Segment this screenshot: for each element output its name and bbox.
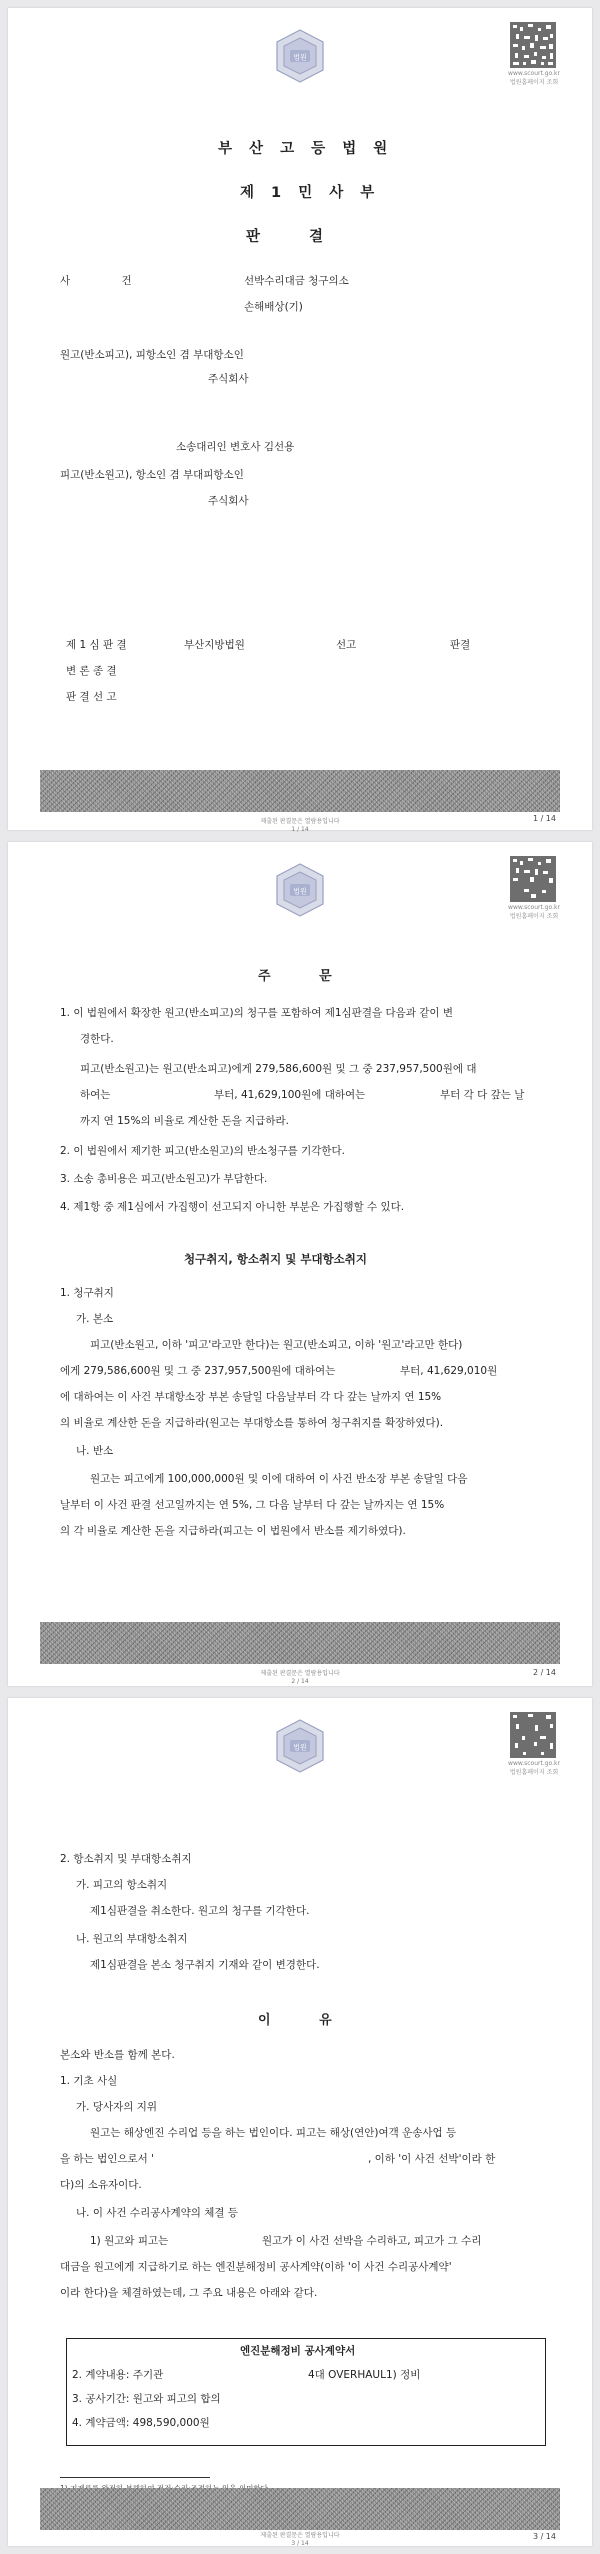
reason-line: 가. 당사자의 지위 [76, 2101, 158, 2113]
reason-line: 원고는 해상엔진 수리업 등을 하는 법인이다. 피고는 해상(연안)여객 운송사업 등 [90, 2127, 457, 2139]
reason-title: 이 유 [258, 2013, 354, 2028]
plaintiff-name: 주식회사 [208, 373, 249, 385]
claims-line: 날부터 이 사건 판결 선고일까지는 연 5%, 그 다음 날부터 다 갚는 날까지는 연 15% [60, 1499, 445, 1511]
appeal-line: 나. 원고의 부대항소취지 [76, 1933, 188, 1945]
qr-code-icon[interactable] [510, 22, 556, 68]
claims-line: 가. 본소 [76, 1313, 114, 1325]
pronounce-label: 판 결 선 고 [66, 691, 117, 703]
closing-label: 변 론 종 결 [66, 665, 117, 677]
case-name-1: 선박수리대금 청구의소 [244, 275, 349, 287]
defendant-label: 피고(반소원고), 항소인 겸 부대피항소인 [60, 469, 244, 481]
svg-text:법원: 법원 [293, 887, 307, 896]
qr-caption: www.scourt.go.kr 법원홈페이지 조회 [508, 70, 560, 86]
reason-line: 이라 한다)을 체결하였는데, 그 주요 내용은 아래와 같다. [60, 2287, 318, 2299]
security-pattern [40, 2488, 560, 2530]
contract-item: 2. 계약내용: 주기관 [72, 2369, 164, 2381]
order-line: 부터, 41,629,100원에 대하여는 [214, 1089, 366, 1101]
judgment-page-2 [8, 842, 592, 1686]
reason-line: 원고가 이 사건 선박을 수리하고, 피고가 그 수리 [262, 2235, 482, 2247]
order-line: 4. 제1항 중 제1심에서 가집행이 선고되지 아니한 부분은 가집행할 수 있다. [60, 1201, 405, 1213]
claims-line: 부터, 41,629,010원 [400, 1365, 498, 1377]
claims-line: 피고(반소원고, 이하 '피고'라고만 한다)는 원고(반소피고, 이하 '원고'라고만 한다) [90, 1339, 463, 1351]
claims-line: 의 비율로 계산한 돈을 지급하라(원고는 부대항소를 통하여 청구취지를 확장하였다). [60, 1417, 444, 1429]
page-footer: 제출된 판결문은 열람용입니다 2 / 14 [260, 1670, 340, 1685]
qr-caption: www.scourt.go.kr 법원홈페이지 조회 [508, 904, 560, 920]
claims-line: 원고는 피고에게 100,000,000원 및 이에 대하여 이 사건 반소장 부본 송달일 다음 [90, 1473, 468, 1485]
order-line: 1. 이 법원에서 확장한 원고(반소피고)의 청구를 포함하여 제1심판결을 다음과 같이 변 [60, 1007, 453, 1019]
reason-line: 대금을 원고에게 지급하기로 하는 엔진분해정비 공사계약(이하 '이 사건 수리공사계약' [60, 2261, 452, 2273]
plaintiff-label: 원고(반소피고), 피항소인 겸 부대항소인 [60, 349, 244, 361]
page-footer: 제출된 판결문은 열람용입니다 3 / 14 [260, 2532, 340, 2547]
appeal-line: 제1심판결을 취소한다. 원고의 청구를 기각한다. [90, 1905, 310, 1917]
page-number: 2 / 14 [532, 1668, 556, 1677]
order-line: 3. 소송 총비용은 피고(반소원고)가 부담한다. [60, 1173, 268, 1185]
first-instance-pronounce: 선고 [336, 639, 357, 651]
first-instance-label: 제 1 심 판 결 [66, 639, 127, 651]
first-instance-type: 판결 [450, 639, 471, 651]
claims-line: 에 대하여는 이 사건 부대항소장 부본 송달일 다음날부터 각 다 갚는 날까지 연 15% [60, 1391, 442, 1403]
reason-line: 을 하는 법인으로서 ' [60, 2153, 155, 2165]
reason-line: 나. 이 사건 수리공사계약의 체결 등 [76, 2207, 239, 2219]
security-pattern [40, 770, 560, 812]
qr-code-icon[interactable] [510, 1712, 556, 1758]
claims-line: 에게 279,586,600원 및 그 중 237,957,500원에 대하여는 [60, 1365, 336, 1377]
order-line: 까지 연 15%의 비율로 계산한 돈을 지급하라. [80, 1115, 289, 1127]
contract-title: 엔진분해정비 공사계약서 [240, 2345, 356, 2357]
court-emblem-icon [273, 862, 327, 918]
appeal-line: 제1심판결을 본소 청구취지 기재와 같이 변경한다. [90, 1959, 320, 1971]
qr-code-icon[interactable] [510, 856, 556, 902]
contract-item: 4대 OVERHAUL1) 정비 [308, 2369, 421, 2381]
court-emblem-icon [273, 28, 327, 84]
judgment-page-3 [8, 1698, 592, 2546]
page-number: 3 / 14 [532, 2532, 556, 2541]
appeal-line: 2. 항소취지 및 부대항소취지 [60, 1853, 192, 1865]
contract-item: 4. 계약금액: 498,590,000원 [72, 2417, 210, 2429]
contract-item: 3. 공사기간: 원고와 피고의 합의 [72, 2393, 221, 2405]
first-instance-court: 부산지방법원 [184, 639, 245, 651]
page-number: 1 / 14 [532, 814, 556, 823]
appeal-line: 가. 피고의 항소취지 [76, 1879, 168, 1891]
reason-line: 1) 원고와 피고는 [90, 2235, 169, 2247]
reason-line: 본소와 반소를 함께 본다. [60, 2049, 175, 2061]
order-line: 피고(반소원고)는 원고(반소피고)에게 279,586,600원 및 그 중 237,957,500원에 대 [80, 1063, 477, 1075]
claims-line: 나. 반소 [76, 1445, 114, 1457]
case-name-2: 손해배상(기) [244, 301, 303, 313]
page-footer: 제출된 판결문은 열람용입니다 1 / 14 [260, 818, 340, 833]
claims-line: 의 각 비율로 계산한 돈을 지급하라(피고는 이 법원에서 반소를 제기하였다). [60, 1525, 406, 1537]
reason-line: 다)의 소유자이다. [60, 2179, 142, 2191]
reason-line: 1. 기초 사실 [60, 2075, 118, 2087]
court-name: 부 산 고 등 법 원 [218, 141, 394, 157]
case-label: 사 건 [60, 275, 156, 287]
plaintiff-counsel: 소송대리인 변호사 김선용 [176, 441, 295, 453]
svg-text:법원: 법원 [293, 1743, 307, 1752]
claims-title: 청구취지, 항소취지 및 부대항소취지 [184, 1252, 368, 1266]
qr-caption: www.scourt.go.kr 법원홈페이지 조회 [508, 1760, 560, 1776]
footnote-divider [60, 2477, 210, 2478]
judgment-page-1 [8, 8, 592, 833]
order-line: 하여는 [80, 1089, 111, 1101]
court-emblem-icon [273, 1718, 327, 1774]
order-line: 경한다. [80, 1033, 114, 1045]
reason-line: , 이하 '이 사건 선박'이라 한 [368, 2153, 496, 2165]
document-type: 판 결 [246, 229, 346, 245]
claims-line: 1. 청구취지 [60, 1287, 114, 1299]
order-line: 부터 각 다 갚는 날 [440, 1089, 525, 1101]
defendant-name: 주식회사 [208, 495, 249, 507]
division-name: 제 1 민 사 부 [240, 185, 381, 201]
order-line: 2. 이 법원에서 제기한 피고(반소원고)의 반소청구를 기각한다. [60, 1145, 346, 1157]
svg-text:법원: 법원 [293, 53, 307, 62]
security-pattern [40, 1622, 560, 1664]
order-title: 주 문 [258, 969, 354, 984]
